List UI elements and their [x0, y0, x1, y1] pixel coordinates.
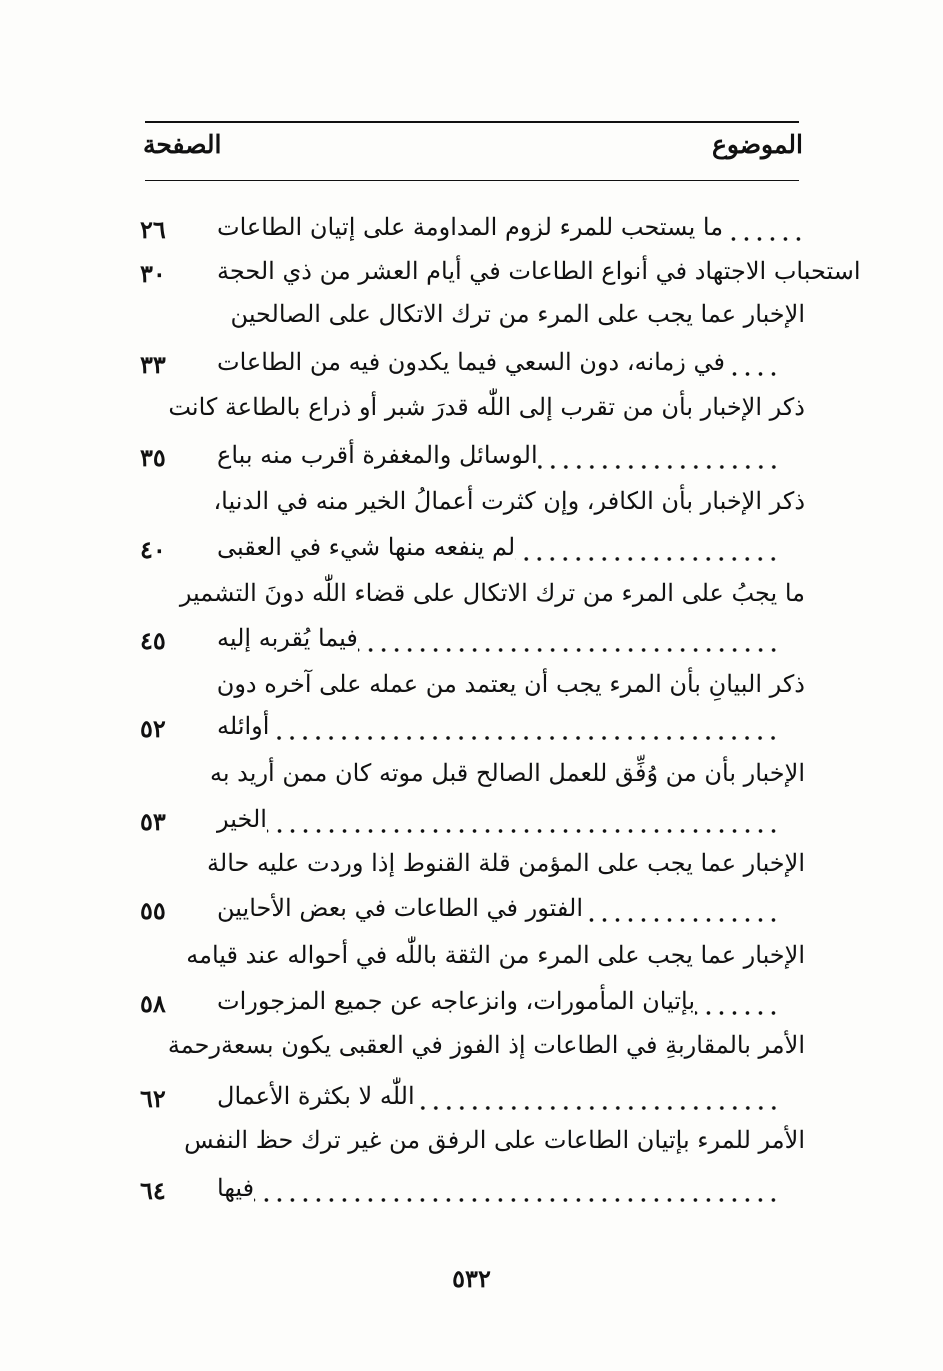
toc-page-number: ٣٣ — [140, 350, 166, 379]
toc-entry-line: الأمر بالمقاربةِ في الطاعات إذ الفوز في العقبى يكون بسعةرحمة — [167, 1031, 805, 1059]
toc-page-number: ٦٤ — [140, 1176, 166, 1205]
leader-dots — [515, 527, 780, 567]
toc-entry-text: في زمانه، دون السعي فيما يكدون فيه من الطاعات — [217, 348, 725, 376]
toc-entry-line: ذكر الإخبار بأن الكافر، وإن كثرت أعمالُ الخير منه في الدنيا، — [213, 487, 805, 515]
leader-dots — [358, 618, 780, 658]
top-rule — [145, 121, 799, 123]
page-column-header: الصفحة — [143, 130, 222, 159]
toc-entry-text: لم ينفعه منها شيء في العقبى — [217, 533, 516, 561]
toc-entry-line — [207, 706, 780, 746]
toc-entry-text: الفتور في الطاعات في بعض الأحايين — [217, 894, 584, 922]
toc-page-number: ٤٠ — [140, 535, 166, 564]
topic-column-header: الموضوع — [712, 130, 803, 159]
toc-entry-line — [207, 342, 780, 382]
toc-page-number: ٦٢ — [140, 1084, 166, 1113]
toc-entry-line: الأمر للمرء بإتيان الطاعات على الرفق من غير ترك حظ النفس — [184, 1126, 805, 1154]
leader-dots — [725, 342, 780, 382]
toc-entry-text: فيما يُقربه إليه — [217, 624, 358, 652]
toc-page-number: ٣٥ — [140, 443, 166, 472]
toc-entry-line: الإخبار بأن من وُفِّق للعمل الصالح قبل موته كان ممن أريد به — [209, 759, 805, 787]
leader-dots — [723, 207, 805, 247]
leader-dots — [254, 1168, 780, 1208]
toc-entry-line — [207, 251, 861, 291]
toc-entry-text: أوائله — [217, 712, 270, 740]
toc-entry-text: بإتيان المأمورات، وانزعاجه عن جميع المزجورات — [217, 987, 696, 1015]
toc-entry-line: الإخبار عما يجب على المرء من ترك الاتكال على الصالحين — [230, 300, 805, 328]
toc-entry-line — [207, 1168, 780, 1208]
leader-dots — [538, 435, 780, 475]
leader-dots — [415, 1076, 780, 1116]
toc-entry-line — [207, 1076, 780, 1116]
toc-entry-line: الإخبار عما يجب على المرء من الثقة باللّٰه في أحواله عند قيامه — [186, 941, 805, 969]
toc-page-number: ٥٣ — [140, 807, 166, 836]
toc-entry-line: الإخبار عما يجب على المؤمن قلة القنوط إذا وردت عليه حالة — [207, 849, 805, 877]
toc-entry-line: ما يجبُ على المرء من ترك الاتكال على قضاء اللّٰه دونَ التشمير — [179, 579, 805, 607]
toc-entry-text: استحباب الاجتهاد في أنواع الطاعات في أيام العشر من ذي الحجة — [217, 257, 861, 285]
leader-dots — [583, 888, 780, 928]
toc-entry-line: ذكر البيانِ بأن المرء يجب أن يعتمد من عمله على آخره دون — [216, 670, 805, 698]
toc-entry-line — [207, 527, 780, 567]
toc-entry-text: ما يستحب للمرء لزوم المداومة على إتيان الطاعات — [217, 213, 724, 241]
toc-entry-line — [207, 888, 780, 928]
toc-entry-line: ذكر الإخبار بأن من تقرب إلى اللّٰه قدرَ شبر أو ذراع بالطاعة كانت — [168, 393, 805, 421]
header-rule — [145, 180, 799, 181]
toc-entry-text: اللّٰه لا بكثرة الأعمال — [217, 1082, 415, 1110]
toc-page-number: ٥٨ — [140, 989, 166, 1018]
toc-entry-line — [207, 435, 780, 475]
toc-page-number: ٥٢ — [140, 714, 166, 743]
toc-page-number: ٣٠ — [140, 259, 166, 288]
toc-entry-line — [207, 799, 780, 839]
toc-page-number: ٥٥ — [140, 896, 166, 925]
leader-dots — [269, 706, 780, 746]
toc-entry-line — [207, 207, 805, 247]
page-number-footer: ٥٣٢ — [452, 1264, 491, 1293]
toc-page-number: ٢٦ — [140, 215, 166, 244]
toc-entry-text: فيها — [217, 1174, 255, 1202]
toc-page-number: ٤٥ — [140, 626, 166, 655]
toc-entry-line — [207, 618, 780, 658]
leader-dots — [267, 799, 780, 839]
leader-dots — [695, 981, 780, 1021]
toc-entry-text: الوسائل والمغفرة أقرب منه بباع — [217, 441, 538, 469]
toc-entry-text: الخير — [217, 805, 267, 833]
toc-entry-line — [207, 981, 780, 1021]
